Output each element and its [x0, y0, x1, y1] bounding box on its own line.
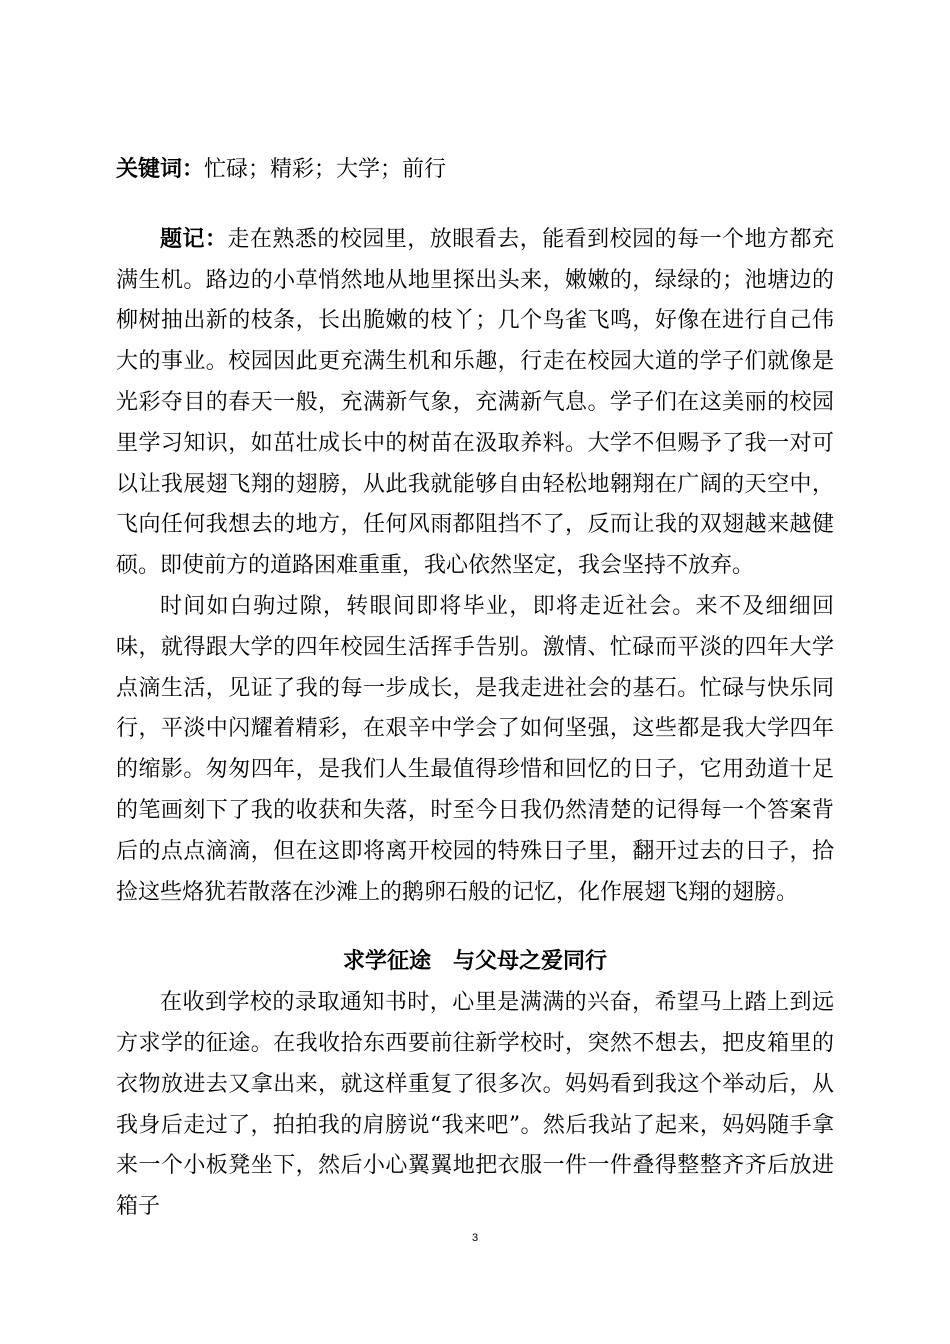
section-heading-part2: 与父母之爱同行	[453, 949, 608, 975]
page-content	[116, 150, 834, 1228]
section-heading	[116, 942, 834, 983]
keywords-text: 忙碌；精彩；大学；前行	[204, 157, 447, 182]
section-paragraph: 在收到学校的录取通知书时，心里是满满的兴奋，希望马上踏上到远方求学的征途。在我收拾东西要前往新学校时，突然不想去，把皮箱里的衣物放进去又拿出来，就这样重复了很多次。妈妈看到我这个举动后，从我身后走过了，拍拍我的肩膀说“我来吧”。然后我站了起来，妈妈随手拿来一个小板凳坐下，然后小心翼翼地把衣服一件一件叠得整整齐齐后放进箱子	[116, 990, 834, 1220]
epigraph-text: 走在熟悉的校园里，放眼看去，能看到校园的每一个地方都充满生机。路边的小草悄然地从地里探出头来，嫩嫩的，绿绿的；池塘边的柳树抽出新的枝条，长出脆嫩的枝丫；几个鸟雀飞鸣，好像在进行自己伟大的事业。校园因此更充满生机和乐趣，行走在校园大道的学子们就像是光彩夺目的春天一般，充满新气象，充满新气息。学子们在这美丽的校园里学习知识，如茁壮成长中的树苗在汲取养料。大学不但赐予了我一对可以让我展翅飞翔的翅膀，从此我就能够自由轻松地翱翔在广阔的天空中，飞向任何我想去的地方，任何风雨都阻挡不了，反而让我的双翅越来越健硕。即使前方的道路困难重重，我心依然坚定，我会坚持不放弃。	[116, 226, 834, 579]
epigraph-paragraph	[116, 220, 834, 587]
keywords-label: 关键词：	[116, 157, 205, 182]
epigraph-label: 题记：	[160, 226, 228, 252]
page-number: 3	[471, 1232, 479, 1244]
body-paragraph-1: 时间如白驹过隙，转眼间即将毕业，即将走近社会。来不及细细回味，就得跟大学的四年校园生活挥手告别。激情、忙碌而平淡的四年大学点滴生活，见证了我的每一步成长，是我走进社会的基石。忙碌与快乐同行，平淡中闪耀着精彩，在艰辛中学会了如何坚强，这些都是我大学四年的缩影。匆匆四年，是我们人生最值得珍惜和回忆的日子，它用劲道十足的笔画刻下了我的收获和失落，时至今日我仍然清楚的记得每一个答案背后的点点滴滴，但在这即将离开校园的特殊日子里，翻开过去的日子，拾捡这些烙犹若散落在沙滩上的鹅卵石般的记忆，化作展翅飞翔的翅膀。	[116, 593, 834, 905]
keywords-line	[116, 150, 834, 191]
section-heading-part1: 求学征途	[342, 949, 431, 975]
